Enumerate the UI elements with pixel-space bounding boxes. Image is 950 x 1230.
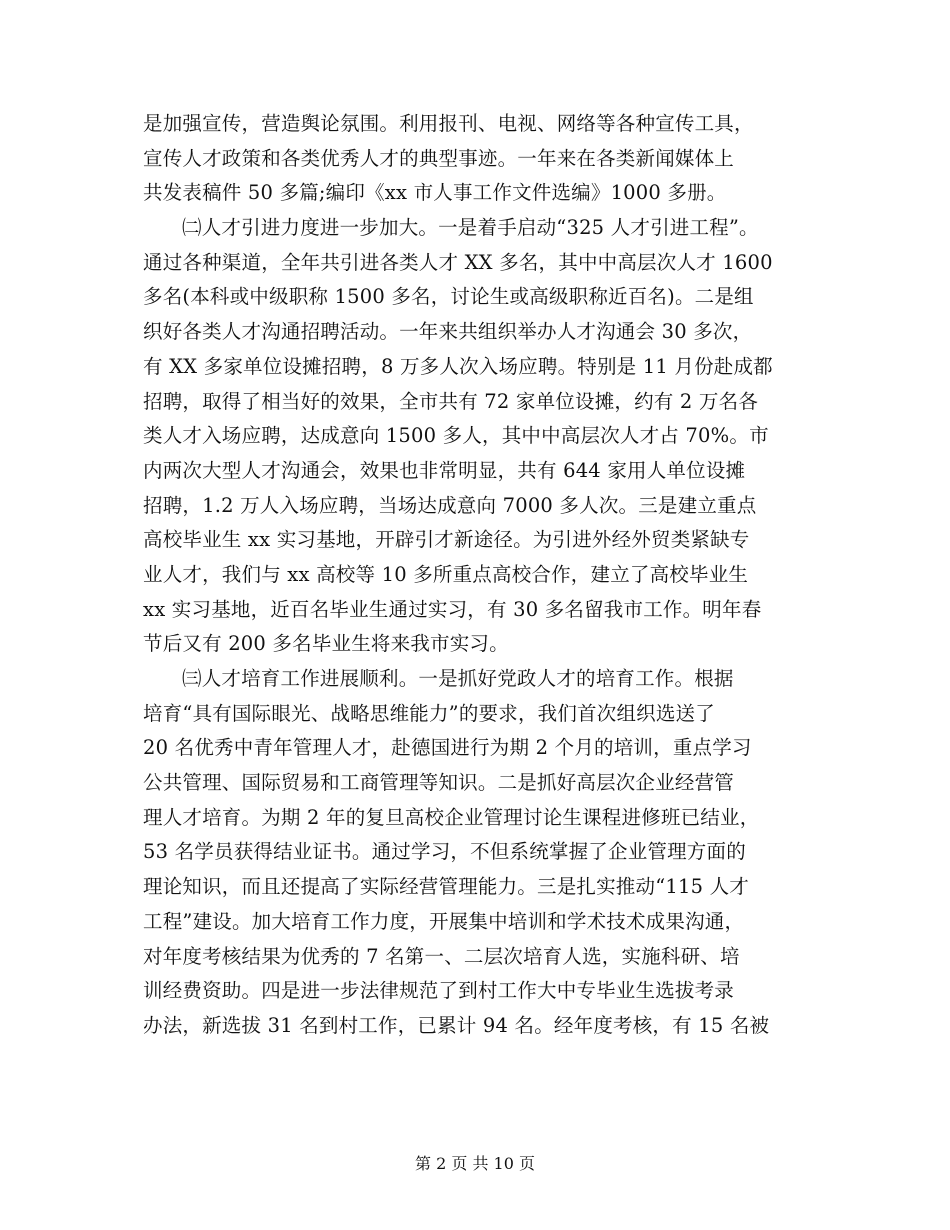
document-body [143, 107, 823, 1044]
text-line: 内两次大型人才沟通会，效果也非常明显，共有 644 家用人单位设摊 [143, 458, 746, 482]
text-line: 招聘，1.2 万人入场应聘，当场达成意向 7000 多人次。三是建立重点 [143, 493, 757, 517]
text-line: 工程”建设。加大培育工作力度，开展集中培训和学术技术成果沟通， [143, 909, 745, 933]
text-line: 办法，新选拔 31 名到村工作，已累计 94 名。经年度考核，有 15 名被 [143, 1013, 770, 1037]
text-line: 共发表稿件 50 多篇;编印《xx 市人事工作文件选编》1000 多册。 [143, 181, 727, 205]
text-line: 通过各种渠道，全年共引进各类人才 XX 多名，其中中高层次人才 1600 [143, 250, 773, 274]
text-line: 高校毕业生 xx 实习基地，开辟引才新途径。为引进外经外贸类紧缺专 [143, 528, 750, 552]
text-line: 织好各类人才沟通招聘活动。一年来共组织举办人才沟通会 30 多次， [143, 320, 753, 344]
text-line: 业人才，我们与 xx 高校等 10 多所重点高校合作，建立了高校毕业生 [143, 562, 749, 586]
text-line: 是加强宣传，营造舆论氛围。利用报刊、电视、网络等各种宣传工具， [143, 112, 754, 135]
text-line: 53 名学员获得结业证书。通过学习，不但系统掌握了企业管理方面的 [143, 840, 746, 864]
text-line: 节后又有 200 多名毕业生将来我市实习。 [143, 632, 509, 656]
paragraph-first-line: ㈡人才引进力度进一步加大。一是着手启动“325 人才引进工程”。 [182, 216, 759, 240]
text-line: 公共管理、国际贸易和工商管理等知识。二是抓好高层次企业经营管 [143, 771, 735, 795]
text-line: 训经费资助。四是进一步法律规范了到村工作大中专毕业生选拔考录 [143, 979, 735, 1003]
text-line: xx 实习基地，近百名毕业生通过实习，有 30 多名留我市工作。明年春 [143, 597, 762, 621]
text-line: 有 XX 多家单位设摊招聘，8 万多人次入场应聘。特别是 11 月份赴成都 [143, 354, 773, 378]
text-line: 20 名优秀中青年管理人才，赴德国进行为期 2 个月的培训，重点学习 [143, 736, 752, 760]
text-line: 对年度考核结果为优秀的 7 名第一、二层次培育人选，实施科研、培 [143, 944, 740, 968]
text-line: 招聘，取得了相当好的效果，全市共有 72 家单位设摊，约有 2 万名各 [143, 389, 759, 413]
text-line: 多名(本科或中级职称 1500 多名，讨论生或高级职称近百名)。二是组 [143, 285, 754, 309]
text-line: 培育“具有国际眼光、战略思维能力”的要求，我们首次组织选送了 [143, 701, 715, 725]
text-line: 理人才培育。为期 2 年的复旦高校企业管理讨论生课程进修班已结业， [143, 805, 760, 829]
text-line: 理论知识，而且还提高了实际经营管理能力。三是扎实推动“115 人才 [143, 875, 749, 899]
text-line: 类人才入场应聘，达成意向 1500 多人，其中中高层次人才占 70%。市 [143, 424, 769, 448]
paragraph-first-line: ㈢人才培育工作进展顺利。一是抓好党政人才的培育工作。根据 [182, 667, 734, 690]
page-number-footer: 第 2 页 共 10 页 [415, 1154, 535, 1173]
text-line: 宣传人才政策和各类优秀人才的典型事迹。一年来在各类新闻媒体上 [143, 146, 735, 170]
